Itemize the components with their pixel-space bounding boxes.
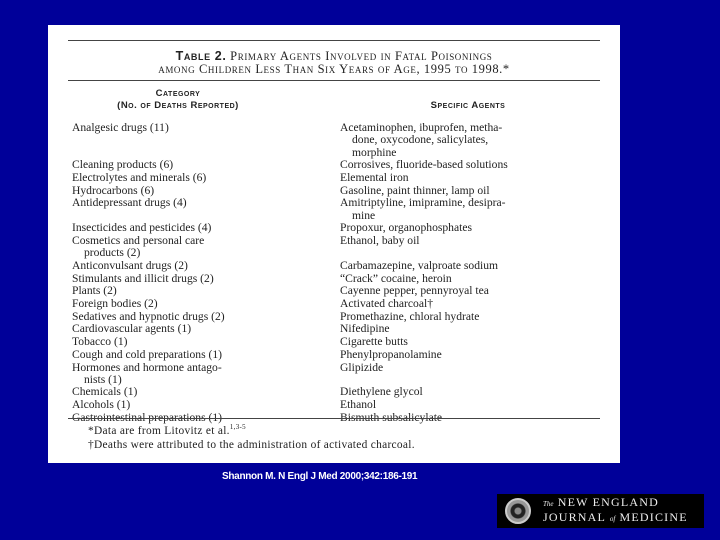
category-cell: [72, 222, 340, 234]
seal-icon: [505, 498, 531, 524]
cell-line: Carbamazepine, valproate sodium: [340, 259, 499, 272]
table-row: [72, 197, 612, 222]
logo-of: of: [609, 515, 616, 523]
table-row: [72, 323, 612, 335]
footnote-2: †Deaths were attributed to the administration of activated charcoal.: [88, 439, 415, 451]
table-label: Table 2.: [175, 49, 227, 63]
agents-cell: [340, 285, 612, 297]
cell-line: products (2): [84, 246, 141, 260]
agents-cell: [340, 298, 612, 310]
cell-line: Alcohols (1): [72, 398, 131, 412]
cell-line: Nifedipine: [340, 322, 390, 336]
table-title: [48, 50, 620, 76]
cell-line: Diethylene glycol: [340, 385, 423, 399]
agents-cell: [340, 336, 612, 348]
footnote-refs: 1,3-5: [229, 423, 246, 431]
cell-line: “Crack” cocaine, heroin: [340, 271, 452, 285]
table-row: [72, 222, 612, 234]
agents-cell: [340, 386, 612, 398]
cell-line: Corrosives, fluoride-based solutions: [340, 158, 508, 172]
agents-cell: [340, 172, 612, 184]
category-cell: [72, 185, 340, 197]
cell-line: Chemicals (1): [72, 385, 138, 399]
cell-line: Ethanol, baby oil: [340, 234, 420, 248]
top-rule: [68, 40, 600, 41]
table-image: [48, 25, 620, 463]
category-cell: [72, 172, 340, 184]
agents-cell: [340, 235, 612, 260]
table-row: [72, 311, 612, 323]
logo-line-1: NEW ENGLAND: [557, 495, 659, 509]
table-row: [72, 172, 612, 184]
agents-cell: [340, 197, 612, 222]
cell-line: Elemental iron: [340, 170, 409, 184]
cell-line: Hormones and hormone antago-: [72, 360, 222, 374]
cell-line: Glipizide: [340, 360, 384, 374]
category-cell: [72, 298, 340, 310]
column-header-category: [78, 88, 278, 112]
agents-cell: [340, 362, 612, 387]
cell-line: Tobacco (1): [72, 335, 128, 349]
cell-line: Electrolytes and minerals (6): [72, 170, 207, 184]
title-line-2: among Children Less Than Six Years of Age, 1995 to 1998.*: [158, 62, 510, 76]
category-cell: [72, 311, 340, 323]
logo-the: The: [543, 500, 554, 508]
cell-line: mine: [352, 208, 376, 222]
cell-line: Cough and cold preparations (1): [72, 347, 223, 361]
footnote-1: [88, 423, 246, 437]
cell-line: Anticonvulsant drugs (2): [72, 259, 188, 272]
cell-line: Activated charcoal†: [340, 297, 434, 311]
cell-line: Cardiovascular agents (1): [72, 322, 192, 336]
category-cell: [72, 336, 340, 348]
cell-line: Acetaminophen, ibuprofen, metha-: [340, 121, 503, 134]
category-cell: [72, 122, 340, 159]
column-header-agents: Specific Agents: [430, 100, 506, 111]
column-header-line: Category: [155, 88, 201, 99]
cell-line: Plants (2): [72, 284, 117, 298]
cell-line: Cayenne pepper, pennyroyal tea: [340, 284, 489, 298]
table-row: [72, 235, 612, 260]
table-row: [72, 386, 612, 398]
category-cell: [72, 386, 340, 398]
table-row: [72, 122, 612, 159]
cell-line: Amitriptyline, imipramine, desipra-: [340, 196, 506, 210]
category-cell: [72, 197, 340, 222]
logo-journal: JOURNAL: [543, 510, 606, 524]
cell-line: Cigarette butts: [340, 335, 408, 349]
category-cell: [72, 323, 340, 335]
table-row: [72, 185, 612, 197]
agents-cell: [340, 159, 612, 171]
cell-line: Gasoline, paint thinner, lamp oil: [340, 183, 490, 197]
footnote-text: *Data are from Litovitz et al.: [88, 424, 230, 437]
cell-line: Insecticides and pesticides (4): [72, 221, 212, 235]
table-row: [72, 298, 612, 310]
category-cell: [72, 273, 340, 285]
cell-line: Foreign bodies (2): [72, 297, 158, 311]
table-row: [72, 336, 612, 348]
logo-medicine: MEDICINE: [619, 510, 688, 524]
category-cell: [72, 399, 340, 411]
cell-line: nists (1): [84, 372, 122, 386]
table-row: [72, 285, 612, 297]
table-row: [72, 399, 612, 411]
category-cell: [72, 235, 340, 260]
cell-line: Antidepressant drugs (4): [72, 196, 187, 210]
table-body: [72, 122, 612, 425]
table-row: [72, 260, 612, 272]
table-row: [72, 159, 612, 171]
cell-line: Ethanol: [340, 398, 377, 412]
category-cell: [72, 260, 340, 272]
agents-cell: [340, 185, 612, 197]
agents-cell: [340, 260, 612, 272]
title-rule: [68, 80, 600, 81]
bottom-rule: [68, 418, 600, 419]
title-line-1: Primary Agents Involved in Fatal Poisonings: [230, 49, 493, 63]
agents-cell: [340, 122, 612, 159]
cell-line: Promethazine, chloral hydrate: [340, 309, 480, 323]
cell-line: done, oxycodone, salicylates,: [352, 133, 489, 147]
table-row: [72, 349, 612, 361]
table-row: [72, 362, 612, 387]
agents-cell: [340, 323, 612, 335]
agents-cell: [340, 222, 612, 234]
cell-line: Phenylpropanolamine: [340, 347, 442, 361]
category-cell: [72, 349, 340, 361]
agents-cell: [340, 349, 612, 361]
category-cell: [72, 159, 340, 171]
agents-cell: [340, 399, 612, 411]
cell-line: Hydrocarbons (6): [72, 183, 155, 197]
cell-line: Stimulants and illicit drugs (2): [72, 271, 214, 285]
cell-line: morphine: [352, 145, 397, 159]
table-row: [72, 273, 612, 285]
cell-line: Cosmetics and personal care: [72, 234, 205, 248]
cell-line: Cleaning products (6): [72, 158, 174, 172]
category-cell: [72, 285, 340, 297]
cell-line: Propoxur, organophosphates: [340, 221, 472, 235]
cell-line: Sedatives and hypnotic drugs (2): [72, 309, 225, 323]
nejm-logo: [497, 494, 704, 528]
category-cell: [72, 362, 340, 387]
agents-cell: [340, 311, 612, 323]
column-header-line: (No. of Deaths Reported): [117, 100, 239, 111]
agents-cell: [340, 273, 612, 285]
cell-line: Analgesic drugs (11): [72, 121, 169, 134]
citation: Shannon M. N Engl J Med 2000;342:186-191: [222, 471, 418, 482]
